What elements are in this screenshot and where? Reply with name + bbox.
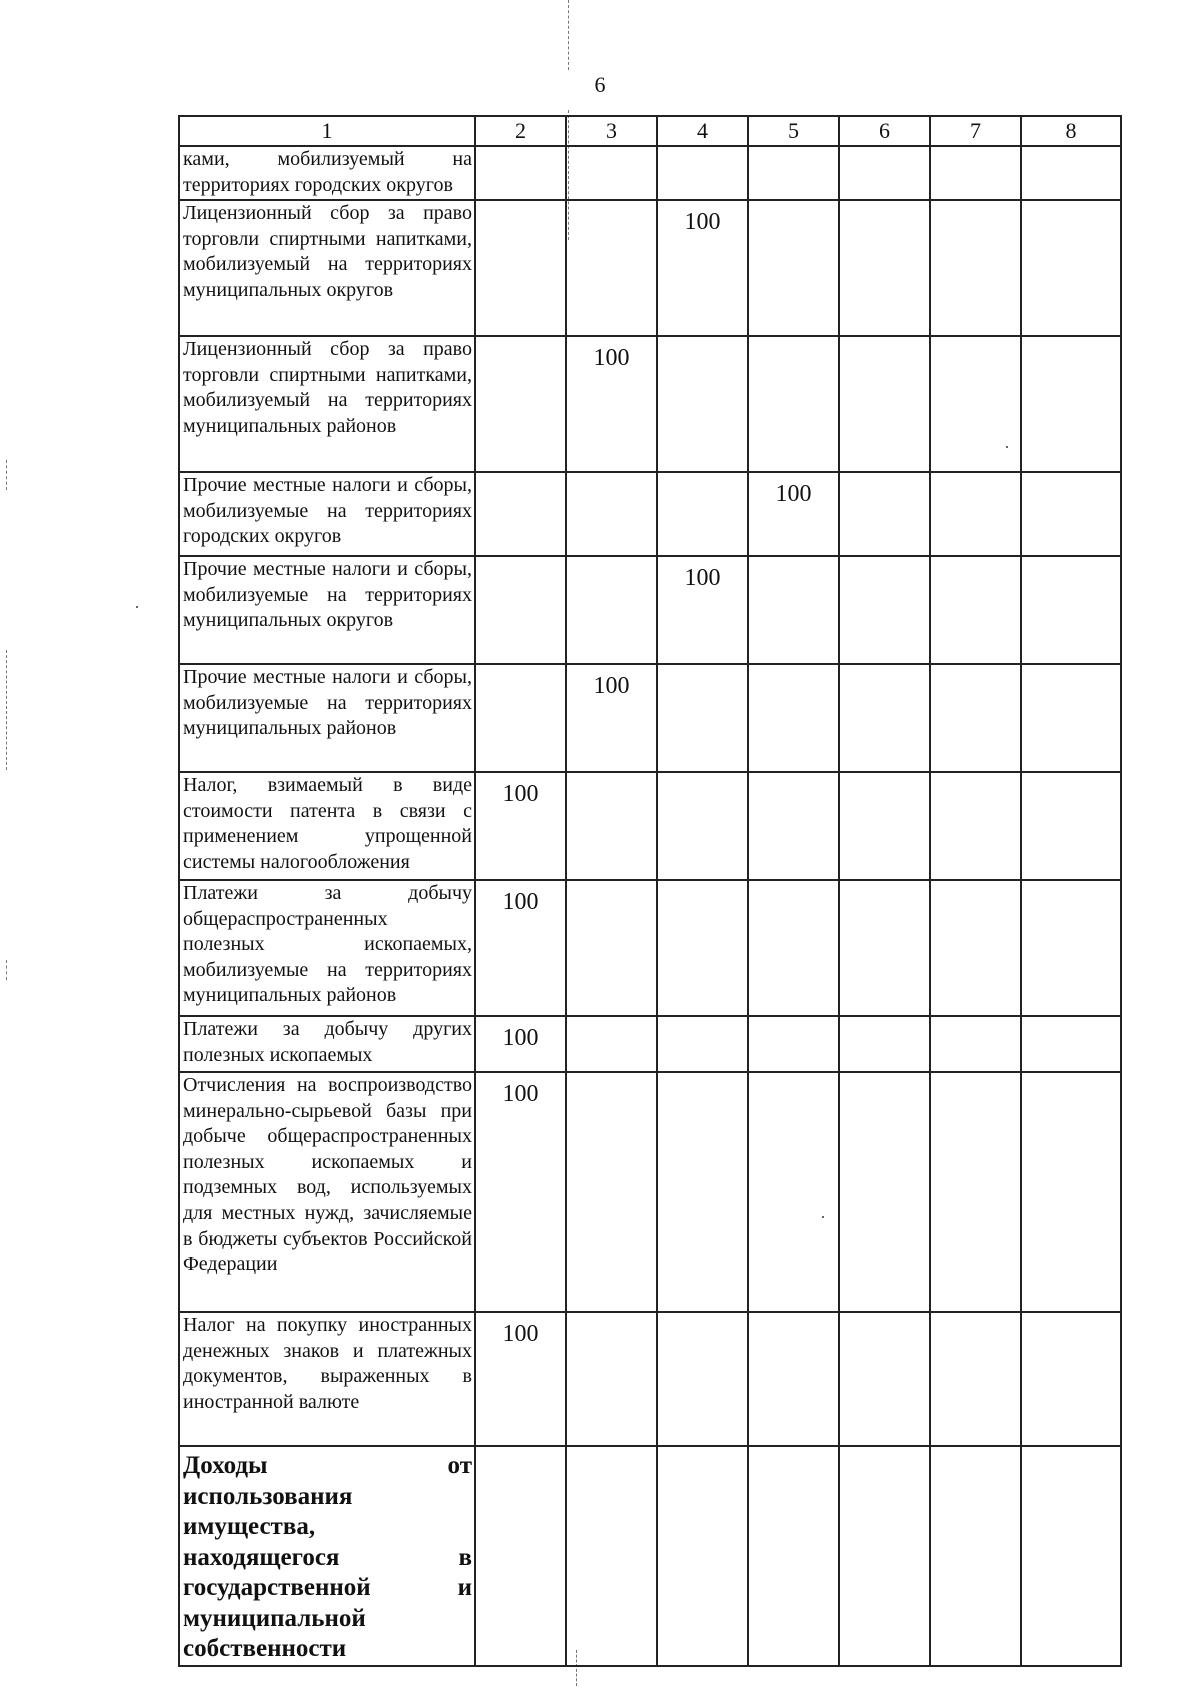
value-cell-col-6: [839, 1016, 930, 1072]
value-cell-col-3: [566, 146, 657, 200]
value-cell-col-7: [930, 880, 1021, 1016]
value-cell-col-3: [566, 556, 657, 664]
value-cell-col-6: [839, 472, 930, 556]
value-cell-col-3: [566, 1312, 657, 1446]
budget-allocation-table: [178, 115, 1122, 1667]
value-cell-col-8: [1021, 336, 1121, 472]
value-cell-col-3: [566, 1016, 657, 1072]
table-row: [179, 200, 1121, 336]
value-cell-col-8: [1021, 664, 1121, 772]
row-description: Прочие местные налоги и сборы, мобилизуемые на территориях городских округов: [179, 472, 475, 556]
value-cell-col-4: [657, 1072, 748, 1312]
table-row: [179, 146, 1121, 200]
scan-artifact-top: [568, 0, 569, 70]
row-description: Прочие местные налоги и сборы, мобилизуемые на территориях муниципальных округов: [179, 556, 475, 664]
value-cell-col-7: [930, 556, 1021, 664]
value-cell-col-7: [930, 200, 1021, 336]
value-cell-col-2: 100: [475, 772, 566, 880]
page-number: 6: [594, 72, 606, 97]
row-description: Платежи за добычу общераспространенных полезных ископаемых, мобилизуемые на территориях муниципальных районов: [179, 880, 475, 1016]
value-cell-col-5: [748, 556, 839, 664]
header-cell: 5: [748, 116, 839, 146]
row-description: Лицензионный сбор за право торговли спиртными напитками, мобилизуемый на территориях муниципальных районов: [179, 336, 475, 472]
value-cell-col-6: [839, 336, 930, 472]
value-cell-col-8: [1021, 200, 1121, 336]
value-cell-col-5: [748, 664, 839, 772]
table-row: [179, 880, 1121, 1016]
table-row: [179, 1312, 1121, 1446]
value-cell-col-2: [475, 664, 566, 772]
value-cell-col-3: [566, 200, 657, 336]
value-cell-col-6: [839, 1072, 930, 1312]
value-cell-col-6: [839, 200, 930, 336]
value-cell-col-2: 100: [475, 1016, 566, 1072]
value-cell-col-5: [748, 1016, 839, 1072]
row-description: Отчисления на воспроизводство минерально-сырьевой базы при добыче общераспространенных полезных ископаемых и подземных вод, используемых для местных нужд, зачисляемые в бюджеты субъектов Российской Федерации: [179, 1072, 475, 1312]
scan-speck: [136, 606, 138, 608]
value-cell-col-5: [748, 1312, 839, 1446]
table-row: [179, 556, 1121, 664]
value-cell-col-8: [1021, 1446, 1121, 1666]
table-row: [179, 664, 1121, 772]
value-cell-col-4: [657, 1312, 748, 1446]
header-cell: 2: [475, 116, 566, 146]
value-cell-col-2: 100: [475, 880, 566, 1016]
table-row: [179, 336, 1121, 472]
header-cell: 1: [179, 116, 475, 146]
value-cell-col-2: [475, 556, 566, 664]
value-cell-col-2: [475, 1446, 566, 1666]
value-cell-col-8: [1021, 1072, 1121, 1312]
value-cell-col-6: [839, 146, 930, 200]
value-cell-col-5: [748, 336, 839, 472]
value-cell-col-6: [839, 664, 930, 772]
value-cell-col-2: 100: [475, 1312, 566, 1446]
value-cell-col-3: 100: [566, 664, 657, 772]
value-cell-col-3: [566, 880, 657, 1016]
row-description: Платежи за добычу других полезных ископаемых: [179, 1016, 475, 1072]
scan-artifact-left-3: [6, 960, 7, 980]
value-cell-col-3: 100: [566, 336, 657, 472]
value-cell-col-3: [566, 472, 657, 556]
value-cell-col-5: [748, 772, 839, 880]
table-row: [179, 772, 1121, 880]
value-cell-col-2: 100: [475, 1072, 566, 1312]
value-cell-col-6: [839, 772, 930, 880]
row-description: ками, мобилизуемый на территориях городских округов: [179, 146, 475, 200]
value-cell-col-4: [657, 1446, 748, 1666]
table-row: [179, 1072, 1121, 1312]
value-cell-col-7: [930, 472, 1021, 556]
value-cell-col-7: [930, 1016, 1021, 1072]
table-row: [179, 1446, 1121, 1666]
value-cell-col-7: [930, 146, 1021, 200]
scan-artifact-left-2: [6, 650, 7, 770]
value-cell-col-7: [930, 772, 1021, 880]
value-cell-col-2: [475, 336, 566, 472]
value-cell-col-5: [748, 146, 839, 200]
header-cell: 3: [566, 116, 657, 146]
scan-artifact-left-1: [6, 460, 7, 490]
value-cell-col-4: 100: [657, 200, 748, 336]
value-cell-col-7: [930, 1446, 1021, 1666]
row-description: Доходы от использования имущества, находящегося в государственной и муниципальной собственности: [179, 1446, 475, 1666]
value-cell-col-8: [1021, 880, 1121, 1016]
value-cell-col-2: [475, 472, 566, 556]
value-cell-col-4: [657, 772, 748, 880]
value-cell-col-7: [930, 336, 1021, 472]
value-cell-col-8: [1021, 772, 1121, 880]
header-row: [179, 116, 1121, 146]
value-cell-col-4: [657, 146, 748, 200]
value-cell-col-4: 100: [657, 556, 748, 664]
table-row: [179, 1016, 1121, 1072]
table-row: [179, 472, 1121, 556]
value-cell-col-8: [1021, 472, 1121, 556]
value-cell-col-4: [657, 336, 748, 472]
value-cell-col-7: [930, 1072, 1021, 1312]
value-cell-col-6: [839, 1446, 930, 1666]
header-cell: 7: [930, 116, 1021, 146]
value-cell-col-5: [748, 1446, 839, 1666]
row-description: Налог на покупку иностранных денежных знаков и платежных документов, выраженных в иностранной валюте: [179, 1312, 475, 1446]
value-cell-col-2: [475, 200, 566, 336]
value-cell-col-7: [930, 1312, 1021, 1446]
value-cell-col-6: [839, 880, 930, 1016]
value-cell-col-8: [1021, 1312, 1121, 1446]
value-cell-col-4: [657, 1016, 748, 1072]
value-cell-col-3: [566, 772, 657, 880]
value-cell-col-7: [930, 664, 1021, 772]
value-cell-col-4: [657, 664, 748, 772]
value-cell-col-6: [839, 1312, 930, 1446]
value-cell-col-5: [748, 880, 839, 1016]
value-cell-col-3: [566, 1446, 657, 1666]
value-cell-col-3: [566, 1072, 657, 1312]
row-description: Прочие местные налоги и сборы, мобилизуемые на территориях муниципальных районов: [179, 664, 475, 772]
row-description: Лицензионный сбор за право торговли спиртными напитками, мобилизуемый на территориях муниципальных округов: [179, 200, 475, 336]
value-cell-col-8: [1021, 1016, 1121, 1072]
header-cell: 4: [657, 116, 748, 146]
header-cell: 8: [1021, 116, 1121, 146]
row-description: Налог, взимаемый в виде стоимости патента в связи с применением упрощенной системы налогообложения: [179, 772, 475, 880]
value-cell-col-5: [748, 1072, 839, 1312]
value-cell-col-5: [748, 200, 839, 336]
header-cell: 6: [839, 116, 930, 146]
value-cell-col-5: 100: [748, 472, 839, 556]
value-cell-col-8: [1021, 556, 1121, 664]
value-cell-col-4: [657, 880, 748, 1016]
value-cell-col-8: [1021, 146, 1121, 200]
value-cell-col-6: [839, 556, 930, 664]
value-cell-col-2: [475, 146, 566, 200]
value-cell-col-4: [657, 472, 748, 556]
